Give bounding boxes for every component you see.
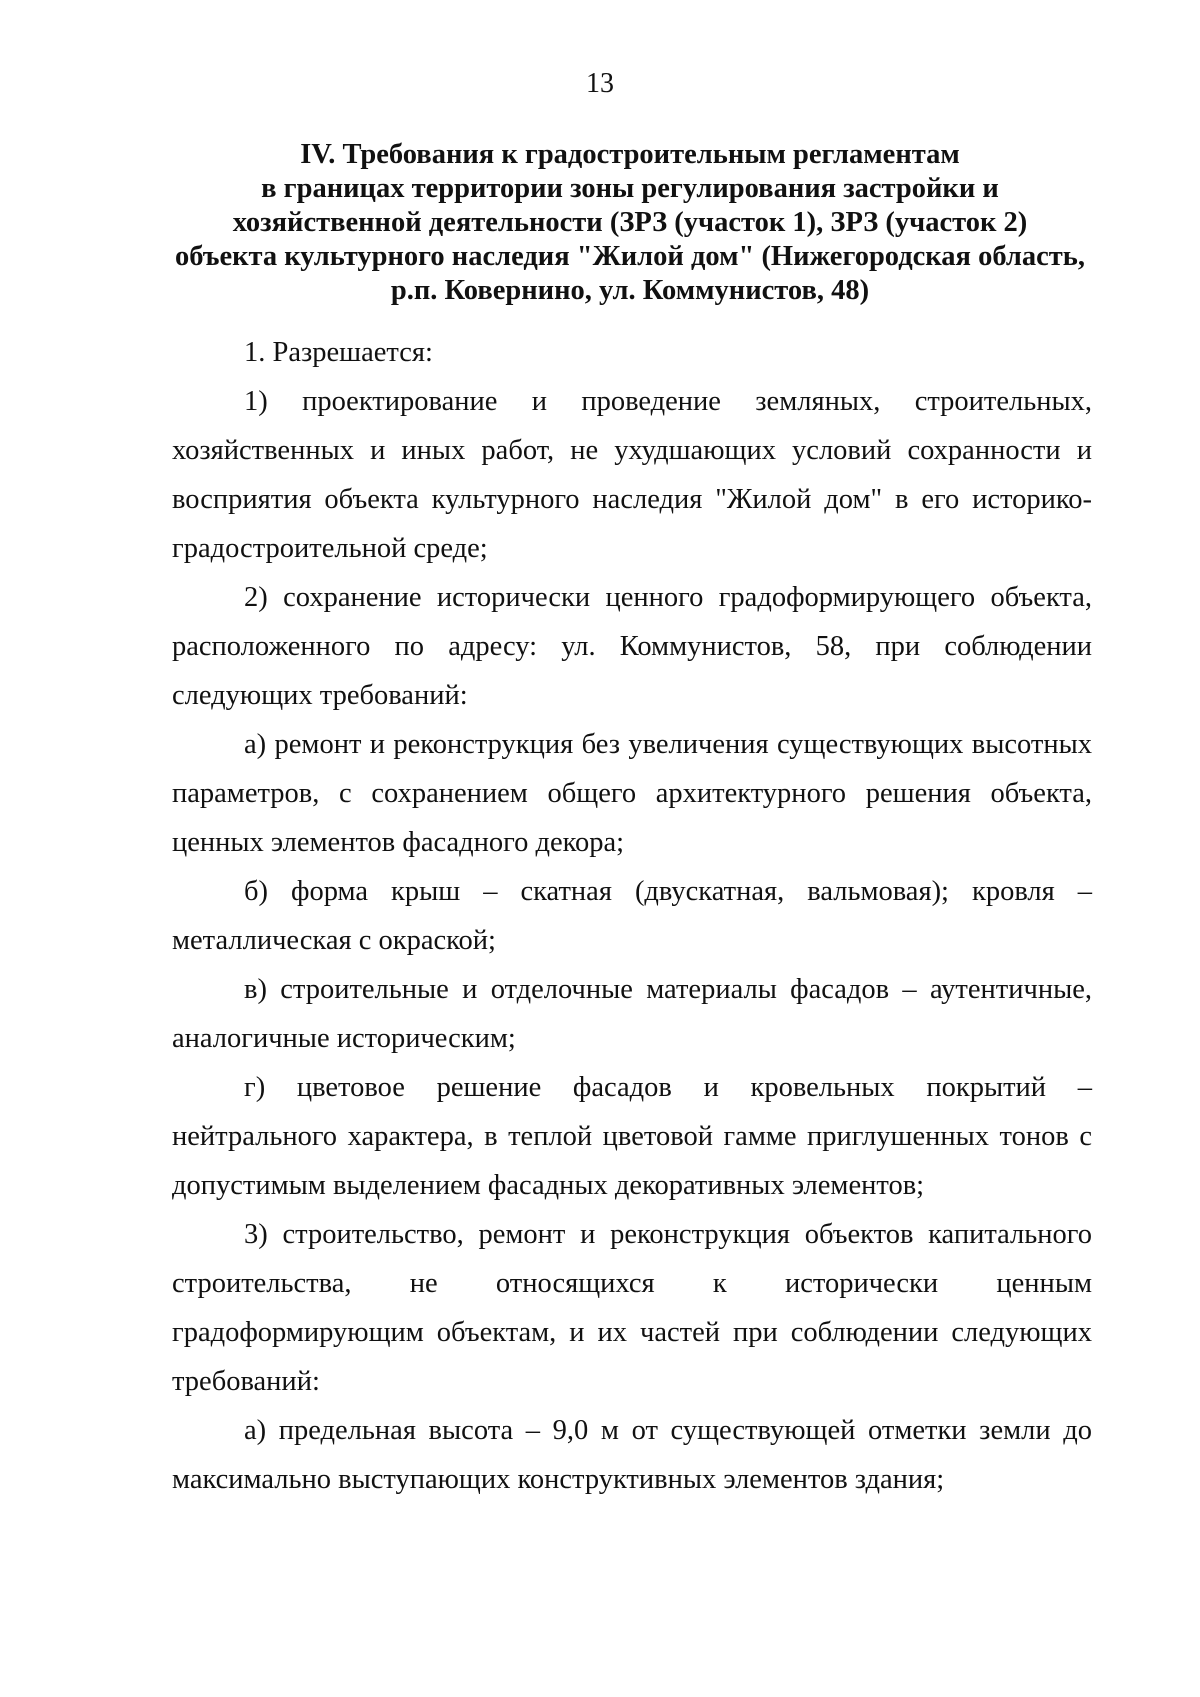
paragraph-item-2b: б) форма крыш – скатная (двускатная, вальмовая); кровля – металлическая с окраской;	[172, 876, 1092, 956]
paragraph-item-2d: г) цветовое решение фасадов и кровельных покрытий – нейтрального характера, в теплой цветовой гамме приглушенных тонов с допустимым выделением фасадных декоративных элементов;	[172, 1072, 1092, 1201]
heading-line: хозяйственной деятельности (ЗРЗ (участок 1), ЗРЗ (участок 2)	[232, 207, 1028, 238]
section-heading	[160, 138, 1100, 308]
paragraph-item-3a: а) предельная высота – 9,0 м от существующей отметки земли до максимально выступающих конструктивных элементов здания;	[172, 1415, 1092, 1495]
paragraph-item-3: 3) строительство, ремонт и реконструкция объектов капитального строительства, не относящихся к исторически ценным градоформирующим объектам, и их частей при соблюдении следующих требований:	[172, 1219, 1092, 1397]
heading-line: объекта культурного наследия "Жилой дом" (Нижегородская область,	[175, 241, 1085, 272]
heading-line: р.п. Ковернино, ул. Коммунистов, 48)	[390, 275, 870, 306]
paragraph-item-2c: в) строительные и отделочные материалы фасадов – аутентичные, аналогичные историческим;	[172, 974, 1092, 1054]
paragraph-permitted: 1. Разрешается:	[244, 337, 433, 368]
paragraph-item-2a: а) ремонт и реконструкция без увеличения существующих высотных параметров, с сохранением общего архитектурного решения объекта, ценных элементов фасадного декора;	[172, 729, 1092, 858]
page-number: 13	[586, 68, 614, 99]
paragraph-item-2: 2) сохранение исторически ценного градоформирующего объекта, расположенного по адресу: ул. Коммунистов, 58, при соблюдении следующих требований:	[172, 582, 1092, 711]
paragraph-item-1: 1) проектирование и проведение земляных, строительных, хозяйственных и иных работ, не ухудшающих условий сохранности и восприятия объекта культурного наследия "Жилой дом" в его историко-градостроительной среде;	[172, 386, 1092, 564]
heading-line: в границах территории зоны регулирования застройки и	[261, 173, 999, 204]
document-body	[172, 328, 1092, 1504]
heading-line: IV. Требования к градостроительным регламентам	[300, 139, 960, 170]
